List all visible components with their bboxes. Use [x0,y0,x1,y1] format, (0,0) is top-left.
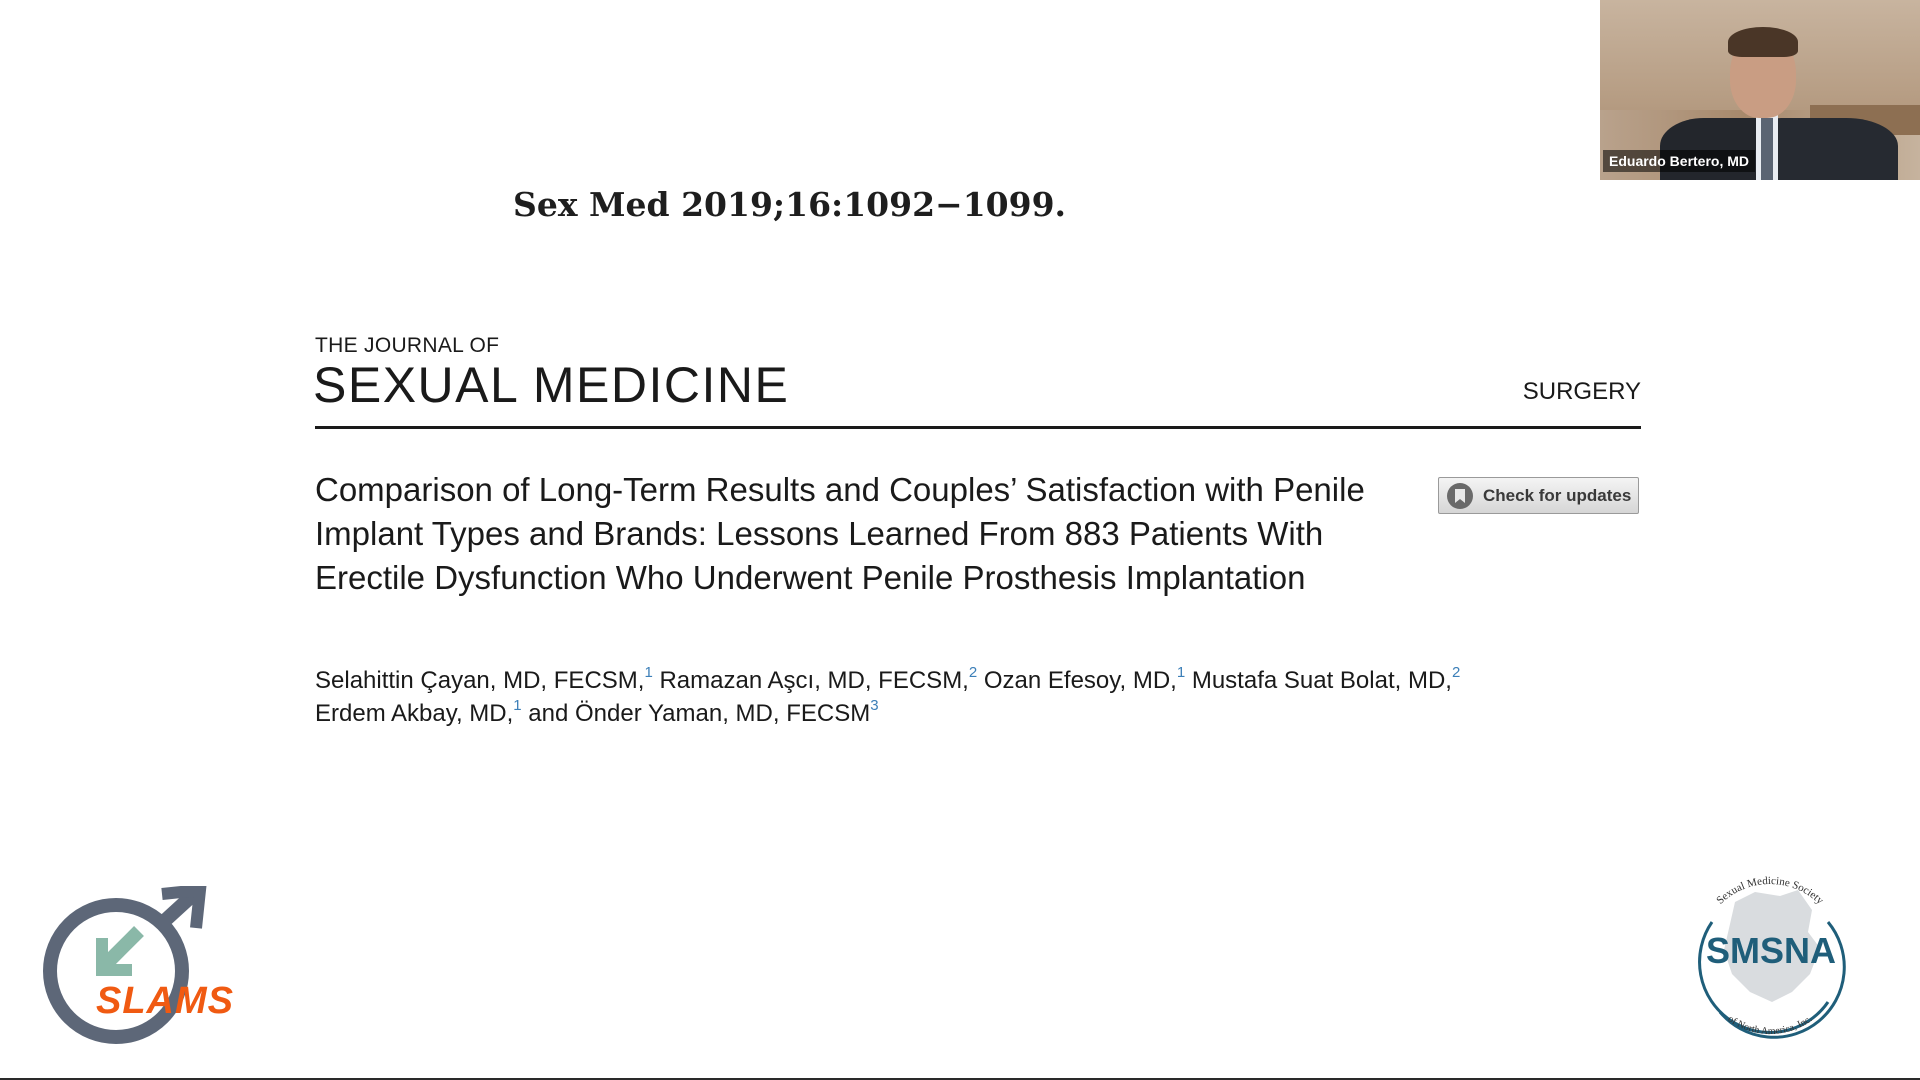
citation-text: Sex Med 2019;16:1092−1099. [513,185,1067,224]
author-list [315,664,1515,730]
smsna-ring-top-text: Sexual Medicine Society [1714,874,1826,907]
slams-logo [34,886,264,1051]
author: Erdem Akbay, MD,$^1$ [315,697,522,727]
journal-prefix: THE JOURNAL OF [315,334,500,357]
author: Selahittin Çayan, MD, FECSM,$^1$ [315,664,653,694]
journal-name: SEXUAL MEDICINE [313,357,790,413]
author: Mustafa Suat Bolat, MD,$^2$ [1191,664,1461,694]
article-title: Comparison of Long-Term Results and Couples’ Satisfaction with Penile Implant Types and Brands: Lessons Learned From 883 Patients With Erectile Dysfunction Who Underwent Penile Prosthesis Implantation [315,471,1365,596]
participant-jacket [1768,118,1898,180]
smsna-ring-bottom-text: of North America, Inc. [1725,1013,1815,1038]
participant-tie [1761,118,1773,180]
smsna-logo-text: SMSNA [1706,930,1837,971]
header-divider [315,426,1641,429]
author: Ramazan Aşcı, MD, FECSM,$^2$ [659,664,978,694]
participant-video-tile[interactable] [1600,0,1920,180]
author: and Önder Yaman, MD, FECSM$^3$ [528,697,879,727]
slams-logo-text: SLAMS [96,980,234,1022]
check-for-updates-label: Check for updates [1483,485,1632,505]
bookmark-icon [1447,483,1473,509]
check-for-updates-button[interactable] [1438,477,1639,514]
participant-hair [1728,27,1798,57]
section-label: SURGERY [1522,378,1641,405]
participant-name-label: Eduardo Bertero, MD [1603,150,1755,172]
author: Ozan Efesoy, MD,$^1$ [983,664,1186,694]
